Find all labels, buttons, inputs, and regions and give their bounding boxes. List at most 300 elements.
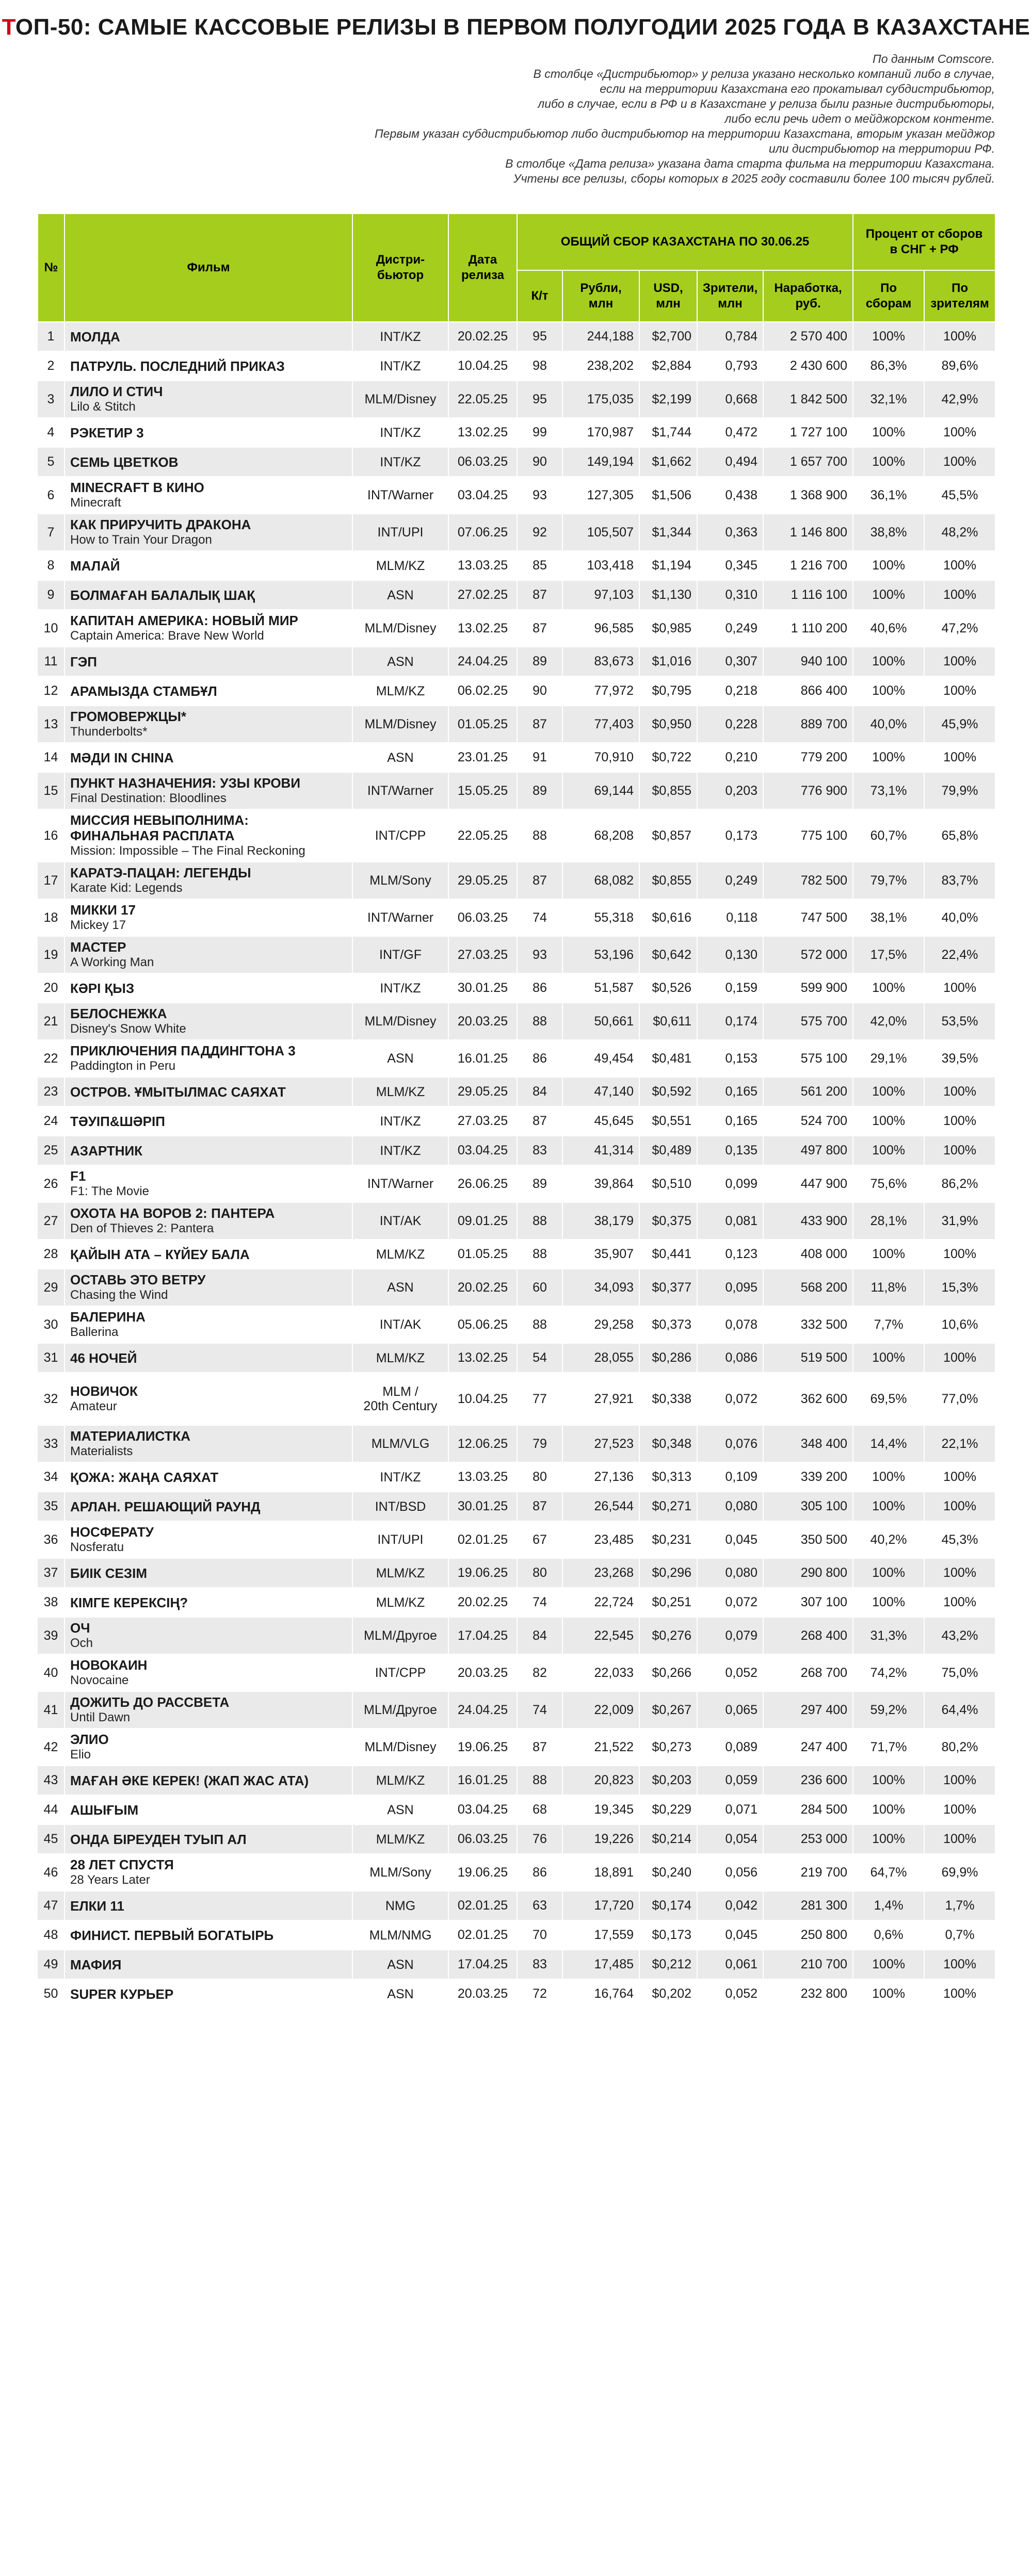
- cell-viewers: 0,218: [697, 676, 763, 706]
- table-row: [38, 1040, 995, 1077]
- cell-distributor: INT/GF: [352, 936, 448, 973]
- cell-per-screen: 408 000: [763, 1240, 853, 1269]
- cell-rank: 5: [38, 447, 64, 477]
- film-title-ru: АЗАРТНИК: [70, 1143, 143, 1159]
- cell-per-screen: 575 700: [763, 1003, 853, 1040]
- film-title-original: Mickey 17: [70, 918, 126, 932]
- film-title-ru: МИССИЯ НЕВЫПОЛНИМА: ФИНАЛЬНАЯ РАСПЛАТА: [70, 812, 249, 843]
- cell-usd: $0,231: [639, 1521, 697, 1558]
- cell-rub: 70,910: [562, 743, 639, 772]
- cell-share-gross: 100%: [853, 1462, 924, 1492]
- source-notes: [272, 52, 995, 186]
- cell-per-screen: 284 500: [763, 1795, 853, 1824]
- cell-viewers: 0,065: [697, 1691, 763, 1729]
- cell-film: [64, 1343, 352, 1373]
- cell-per-screen: 305 100: [763, 1492, 853, 1521]
- cell-share-viewers: 100%: [924, 1077, 995, 1106]
- cell-share-viewers: 100%: [924, 418, 995, 447]
- col-viewers: Зрители, млн: [697, 270, 763, 322]
- cell-release-date: 06.02.25: [448, 676, 517, 706]
- cell-usd: $0,441: [639, 1240, 697, 1269]
- cell-rank: 2: [38, 351, 64, 381]
- cell-share-gross: 100%: [853, 1240, 924, 1269]
- cell-release-date: 17.04.25: [448, 1950, 517, 1979]
- cell-share-gross: 31,3%: [853, 1617, 924, 1654]
- cell-screens: 88: [517, 1306, 562, 1343]
- cell-rank: 16: [38, 809, 64, 862]
- cell-film: [64, 418, 352, 447]
- cell-distributor: ASN: [352, 1979, 448, 2009]
- cell-distributor: MLM/VLG: [352, 1425, 448, 1462]
- col-num: №: [38, 214, 64, 322]
- col-per-screen: Наработка, руб.: [763, 270, 853, 322]
- cell-usd: $0,489: [639, 1136, 697, 1165]
- box-office-table: [37, 213, 996, 2009]
- cell-rub: 17,720: [562, 1891, 639, 1920]
- cell-release-date: 27.03.25: [448, 936, 517, 973]
- cell-usd: $0,377: [639, 1269, 697, 1306]
- cell-viewers: 0,249: [697, 862, 763, 899]
- cell-rank: 41: [38, 1691, 64, 1729]
- cell-release-date: 13.03.25: [448, 1462, 517, 1492]
- cell-viewers: 0,042: [697, 1891, 763, 1920]
- col-film: Фильм: [64, 214, 352, 322]
- table-row: [38, 1766, 995, 1795]
- cell-share-viewers: 100%: [924, 1106, 995, 1136]
- cell-share-gross: 17,5%: [853, 936, 924, 973]
- cell-usd: $0,510: [639, 1165, 697, 1202]
- cell-rank: 24: [38, 1106, 64, 1136]
- cell-rank: 50: [38, 1979, 64, 2009]
- table-row: [38, 1373, 995, 1425]
- cell-distributor: INT/AK: [352, 1202, 448, 1240]
- cell-distributor: INT/Warner: [352, 1165, 448, 1202]
- cell-share-viewers: 100%: [924, 743, 995, 772]
- cell-share-viewers: 77,0%: [924, 1373, 995, 1425]
- film-title-ru: МАТЕРИАЛИСТКА: [70, 1428, 191, 1444]
- cell-rank: 21: [38, 1003, 64, 1040]
- cell-rank: 29: [38, 1269, 64, 1306]
- cell-release-date: 01.05.25: [448, 1240, 517, 1269]
- table-row: [38, 551, 995, 580]
- cell-share-gross: 100%: [853, 1136, 924, 1165]
- table-row: [38, 1462, 995, 1492]
- cell-rub: 23,485: [562, 1521, 639, 1558]
- cell-distributor: MLM/Другое: [352, 1691, 448, 1729]
- cell-distributor: ASN: [352, 1040, 448, 1077]
- cell-release-date: 12.06.25: [448, 1425, 517, 1462]
- cell-usd: $1,662: [639, 447, 697, 477]
- cell-share-viewers: 100%: [924, 647, 995, 676]
- film-title-original: 28 Years Later: [70, 1873, 150, 1887]
- cell-viewers: 0,494: [697, 447, 763, 477]
- cell-usd: $0,229: [639, 1795, 697, 1824]
- cell-release-date: 17.04.25: [448, 1617, 517, 1654]
- cell-rub: 97,103: [562, 580, 639, 610]
- cell-share-gross: 64,7%: [853, 1854, 924, 1891]
- cell-rank: 25: [38, 1136, 64, 1165]
- cell-release-date: 22.05.25: [448, 381, 517, 418]
- cell-share-gross: 29,1%: [853, 1040, 924, 1077]
- film-title-original: Lilo & Stitch: [70, 400, 136, 414]
- cell-usd: $0,481: [639, 1040, 697, 1077]
- film-title-original: F1: The Movie: [70, 1184, 149, 1198]
- cell-share-viewers: 10,6%: [924, 1306, 995, 1343]
- cell-per-screen: 782 500: [763, 862, 853, 899]
- cell-film: [64, 1373, 352, 1425]
- cell-viewers: 0,310: [697, 580, 763, 610]
- table-row: [38, 1165, 995, 1202]
- cell-share-viewers: 53,5%: [924, 1003, 995, 1040]
- cell-rank: 36: [38, 1521, 64, 1558]
- title-text: ОП-50: САМЫЕ КАССОВЫЕ РЕЛИЗЫ В ПЕРВОМ ПОЛУГОДИИ 2025 ГОДА В КАЗАХСТАНЕ: [15, 14, 1030, 40]
- cell-rub: 68,082: [562, 862, 639, 899]
- cell-usd: $0,722: [639, 743, 697, 772]
- note-line: Учтены все релизы, сборы которых в 2025 году составили более 100 тысяч рублей.: [513, 172, 995, 185]
- cell-rank: 37: [38, 1558, 64, 1588]
- table-row: [38, 1003, 995, 1040]
- film-title-ru: ЕЛКИ 11: [70, 1898, 124, 1914]
- cell-screens: 54: [517, 1343, 562, 1373]
- note-line: если на территории Казахстана его прокатывал субдистрибьютор,: [600, 82, 995, 95]
- cell-rub: 22,033: [562, 1654, 639, 1691]
- cell-share-gross: 100%: [853, 743, 924, 772]
- cell-rub: 22,545: [562, 1617, 639, 1654]
- cell-usd: $0,338: [639, 1373, 697, 1425]
- cell-share-gross: 100%: [853, 1824, 924, 1854]
- cell-film: [64, 1654, 352, 1691]
- cell-rank: 42: [38, 1729, 64, 1766]
- film-title-ru: ҚОЖА: ЖАҢА САЯХАТ: [70, 1469, 219, 1485]
- cell-usd: $0,173: [639, 1920, 697, 1950]
- table-row: [38, 1306, 995, 1343]
- cell-share-gross: 74,2%: [853, 1654, 924, 1691]
- cell-film: [64, 477, 352, 514]
- cell-share-viewers: 64,4%: [924, 1691, 995, 1729]
- cell-share-viewers: 100%: [924, 580, 995, 610]
- cell-viewers: 0,173: [697, 809, 763, 862]
- cell-per-screen: 297 400: [763, 1691, 853, 1729]
- cell-rank: 40: [38, 1654, 64, 1691]
- cell-per-screen: 247 400: [763, 1729, 853, 1766]
- cell-rank: 20: [38, 973, 64, 1003]
- film-title-original: Amateur: [70, 1399, 117, 1413]
- cell-share-gross: 7,7%: [853, 1306, 924, 1343]
- cell-distributor: ASN: [352, 1795, 448, 1824]
- page-title: [0, 14, 1032, 40]
- cell-share-gross: 100%: [853, 418, 924, 447]
- cell-rank: 14: [38, 743, 64, 772]
- cell-film: [64, 1306, 352, 1343]
- cell-viewers: 0,123: [697, 1240, 763, 1269]
- cell-film: [64, 1950, 352, 1979]
- cell-distributor: MLM/NMG: [352, 1920, 448, 1950]
- cell-rank: 7: [38, 514, 64, 551]
- cell-viewers: 0,203: [697, 772, 763, 809]
- cell-release-date: 15.05.25: [448, 772, 517, 809]
- cell-rub: 149,194: [562, 447, 639, 477]
- cell-share-viewers: 45,9%: [924, 706, 995, 743]
- cell-usd: $0,985: [639, 610, 697, 647]
- film-title-original: Elio: [70, 1748, 91, 1762]
- cell-distributor: INT/Warner: [352, 477, 448, 514]
- table-row: [38, 610, 995, 647]
- cell-share-gross: 100%: [853, 1343, 924, 1373]
- table-row: [38, 1729, 995, 1766]
- cell-viewers: 0,045: [697, 1521, 763, 1558]
- film-title-ru: ДОЖИТЬ ДО РАССВЕТА: [70, 1694, 230, 1710]
- col-distributor: Дистри- бьютор: [352, 214, 448, 322]
- cell-distributor: ASN: [352, 580, 448, 610]
- cell-film: [64, 936, 352, 973]
- cell-rub: 27,523: [562, 1425, 639, 1462]
- col-usd: USD, млн: [639, 270, 697, 322]
- cell-usd: $0,202: [639, 1979, 697, 2009]
- cell-viewers: 0,052: [697, 1979, 763, 2009]
- cell-release-date: 02.01.25: [448, 1920, 517, 1950]
- cell-usd: $1,744: [639, 418, 697, 447]
- cell-viewers: 0,076: [697, 1425, 763, 1462]
- film-title-ru: РЭКЕТИР 3: [70, 425, 144, 441]
- cell-share-gross: 40,6%: [853, 610, 924, 647]
- cell-screens: 87: [517, 862, 562, 899]
- cell-release-date: 13.02.25: [448, 1343, 517, 1373]
- table-row: [38, 1891, 995, 1920]
- cell-viewers: 0,054: [697, 1824, 763, 1854]
- film-title-ru: КАК ПРИРУЧИТЬ ДРАКОНА: [70, 517, 251, 532]
- cell-viewers: 0,059: [697, 1766, 763, 1795]
- cell-rank: 30: [38, 1306, 64, 1343]
- cell-film: [64, 676, 352, 706]
- cell-release-date: 24.04.25: [448, 1691, 517, 1729]
- cell-film: [64, 1077, 352, 1106]
- cell-per-screen: 747 500: [763, 899, 853, 936]
- cell-share-gross: 0,6%: [853, 1920, 924, 1950]
- film-title-ru: КАРАТЭ-ПАЦАН: ЛЕГЕНДЫ: [70, 865, 251, 881]
- film-title-original: Och: [70, 1636, 93, 1650]
- cell-release-date: 09.01.25: [448, 1202, 517, 1240]
- film-title-original: Disney's Snow White: [70, 1022, 186, 1036]
- cell-viewers: 0,079: [697, 1617, 763, 1654]
- film-title-ru: ПУНКТ НАЗНАЧЕНИЯ: УЗЫ КРОВИ: [70, 775, 301, 791]
- cell-rank: 4: [38, 418, 64, 447]
- cell-distributor: INT/CPP: [352, 809, 448, 862]
- film-title-ru: НОВОКАИН: [70, 1657, 148, 1673]
- cell-per-screen: 1 146 800: [763, 514, 853, 551]
- cell-film: [64, 1795, 352, 1824]
- cell-share-gross: 11,8%: [853, 1269, 924, 1306]
- cell-release-date: 20.03.25: [448, 1979, 517, 2009]
- cell-share-viewers: 47,2%: [924, 610, 995, 647]
- cell-per-screen: 599 900: [763, 973, 853, 1003]
- cell-film: [64, 610, 352, 647]
- cell-usd: $0,855: [639, 772, 697, 809]
- col-by-gross: По сборам: [853, 270, 924, 322]
- cell-usd: $1,344: [639, 514, 697, 551]
- cell-per-screen: 940 100: [763, 647, 853, 676]
- cell-release-date: 24.04.25: [448, 647, 517, 676]
- cell-usd: $0,642: [639, 936, 697, 973]
- cell-distributor: MLM/Disney: [352, 1003, 448, 1040]
- cell-screens: 99: [517, 418, 562, 447]
- cell-screens: 87: [517, 610, 562, 647]
- cell-rank: 8: [38, 551, 64, 580]
- cell-viewers: 0,080: [697, 1558, 763, 1588]
- film-title-original: How to Train Your Dragon: [70, 533, 212, 547]
- cell-release-date: 20.03.25: [448, 1003, 517, 1040]
- film-title-ru: МОЛДА: [70, 329, 120, 345]
- film-title-ru: МӘДИ IN CHINA: [70, 749, 174, 765]
- film-title-ru: БЕЛОСНЕЖКА: [70, 1006, 167, 1021]
- cell-rub: 53,196: [562, 936, 639, 973]
- cell-share-gross: 38,1%: [853, 899, 924, 936]
- film-title-ru: ПАТРУЛЬ. ПОСЛЕДНИЙ ПРИКАЗ: [70, 358, 285, 374]
- table-row: [38, 647, 995, 676]
- cell-release-date: 29.05.25: [448, 1077, 517, 1106]
- table-row: [38, 862, 995, 899]
- cell-rub: 103,418: [562, 551, 639, 580]
- cell-usd: $0,611: [639, 1003, 697, 1040]
- cell-screens: 88: [517, 809, 562, 862]
- cell-rub: 49,454: [562, 1040, 639, 1077]
- cell-usd: $0,795: [639, 676, 697, 706]
- cell-viewers: 0,249: [697, 610, 763, 647]
- cell-share-gross: 32,1%: [853, 381, 924, 418]
- film-title-ru: АРЛАН. РЕШАЮЩИЙ РАУНД: [70, 1498, 261, 1514]
- cell-share-viewers: 100%: [924, 1588, 995, 1617]
- cell-rank: 11: [38, 647, 64, 676]
- cell-per-screen: 268 400: [763, 1617, 853, 1654]
- cell-viewers: 0,089: [697, 1729, 763, 1766]
- table-row: [38, 899, 995, 936]
- cell-share-viewers: 0,7%: [924, 1920, 995, 1950]
- cell-rub: 170,987: [562, 418, 639, 447]
- cell-viewers: 0,072: [697, 1588, 763, 1617]
- cell-share-gross: 40,0%: [853, 706, 924, 743]
- cell-distributor: MLM/Disney: [352, 706, 448, 743]
- cell-rub: 244,188: [562, 322, 639, 351]
- table-row: [38, 418, 995, 447]
- cell-distributor: MLM/KZ: [352, 1824, 448, 1854]
- cell-usd: $0,592: [639, 1077, 697, 1106]
- cell-release-date: 30.01.25: [448, 1492, 517, 1521]
- cell-rank: 33: [38, 1425, 64, 1462]
- cell-screens: 80: [517, 1462, 562, 1492]
- cell-share-gross: 100%: [853, 1492, 924, 1521]
- cell-distributor: MLM/KZ: [352, 1077, 448, 1106]
- cell-rub: 17,559: [562, 1920, 639, 1950]
- cell-per-screen: 1 110 200: [763, 610, 853, 647]
- cell-usd: $0,174: [639, 1891, 697, 1920]
- cell-viewers: 0,345: [697, 551, 763, 580]
- film-title-original: Mission: Impossible – The Final Reckoning: [70, 844, 305, 858]
- cell-screens: 95: [517, 381, 562, 418]
- film-title-ru: СЕМЬ ЦВЕТКОВ: [70, 454, 179, 470]
- cell-screens: 70: [517, 1920, 562, 1950]
- cell-viewers: 0,438: [697, 477, 763, 514]
- cell-screens: 98: [517, 351, 562, 381]
- cell-viewers: 0,130: [697, 936, 763, 973]
- cell-share-viewers: 100%: [924, 1136, 995, 1165]
- cell-usd: $0,855: [639, 862, 697, 899]
- cell-share-viewers: 39,5%: [924, 1040, 995, 1077]
- cell-film: [64, 1691, 352, 1729]
- cell-rank: 45: [38, 1824, 64, 1854]
- cell-rank: 17: [38, 862, 64, 899]
- cell-rub: 22,724: [562, 1588, 639, 1617]
- cell-rank: 44: [38, 1795, 64, 1824]
- cell-share-viewers: 22,4%: [924, 936, 995, 973]
- cell-usd: $0,273: [639, 1729, 697, 1766]
- table-row: [38, 1824, 995, 1854]
- film-title-ru: МИККИ 17: [70, 902, 136, 918]
- cell-distributor: INT/KZ: [352, 322, 448, 351]
- cell-screens: 89: [517, 1165, 562, 1202]
- cell-per-screen: 307 100: [763, 1588, 853, 1617]
- table-row: [38, 1654, 995, 1691]
- cell-rank: 22: [38, 1040, 64, 1077]
- cell-usd: $0,240: [639, 1854, 697, 1891]
- cell-rank: 43: [38, 1766, 64, 1795]
- cell-distributor: INT/BSD: [352, 1492, 448, 1521]
- cell-share-gross: 100%: [853, 1588, 924, 1617]
- cell-screens: 63: [517, 1891, 562, 1920]
- cell-rub: 39,864: [562, 1165, 639, 1202]
- cell-share-viewers: 43,2%: [924, 1617, 995, 1654]
- cell-screens: 83: [517, 1136, 562, 1165]
- cell-viewers: 0,095: [697, 1269, 763, 1306]
- title-first-letter: Т: [2, 14, 15, 40]
- table-row: [38, 1492, 995, 1521]
- cell-rub: 35,907: [562, 1240, 639, 1269]
- table-row: [38, 772, 995, 809]
- cell-release-date: 20.02.25: [448, 1588, 517, 1617]
- cell-release-date: 29.05.25: [448, 862, 517, 899]
- cell-usd: $1,130: [639, 580, 697, 610]
- cell-film: [64, 1558, 352, 1588]
- cell-screens: 77: [517, 1373, 562, 1425]
- cell-rub: 19,226: [562, 1824, 639, 1854]
- cell-film: [64, 1136, 352, 1165]
- cell-film: [64, 899, 352, 936]
- cell-viewers: 0,086: [697, 1343, 763, 1373]
- cell-release-date: 20.02.25: [448, 322, 517, 351]
- cell-release-date: 02.01.25: [448, 1521, 517, 1558]
- note-line: По данным Comscore.: [873, 52, 995, 66]
- cell-share-viewers: 100%: [924, 1558, 995, 1588]
- cell-release-date: 16.01.25: [448, 1766, 517, 1795]
- cell-distributor: MLM/KZ: [352, 1558, 448, 1588]
- cell-viewers: 0,307: [697, 647, 763, 676]
- cell-share-gross: 100%: [853, 1950, 924, 1979]
- cell-rank: 23: [38, 1077, 64, 1106]
- cell-release-date: 03.04.25: [448, 477, 517, 514]
- cell-usd: $0,276: [639, 1617, 697, 1654]
- cell-release-date: 06.03.25: [448, 1824, 517, 1854]
- cell-distributor: INT/KZ: [352, 351, 448, 381]
- cell-per-screen: 889 700: [763, 706, 853, 743]
- table-row: [38, 1795, 995, 1824]
- cell-film: [64, 1462, 352, 1492]
- cell-rub: 29,258: [562, 1306, 639, 1343]
- cell-distributor: MLM/KZ: [352, 1240, 448, 1269]
- cell-film: [64, 580, 352, 610]
- cell-release-date: 27.02.25: [448, 580, 517, 610]
- cell-release-date: 22.05.25: [448, 809, 517, 862]
- cell-distributor: INT/KZ: [352, 973, 448, 1003]
- cell-usd: $0,375: [639, 1202, 697, 1240]
- cell-share-viewers: 100%: [924, 1343, 995, 1373]
